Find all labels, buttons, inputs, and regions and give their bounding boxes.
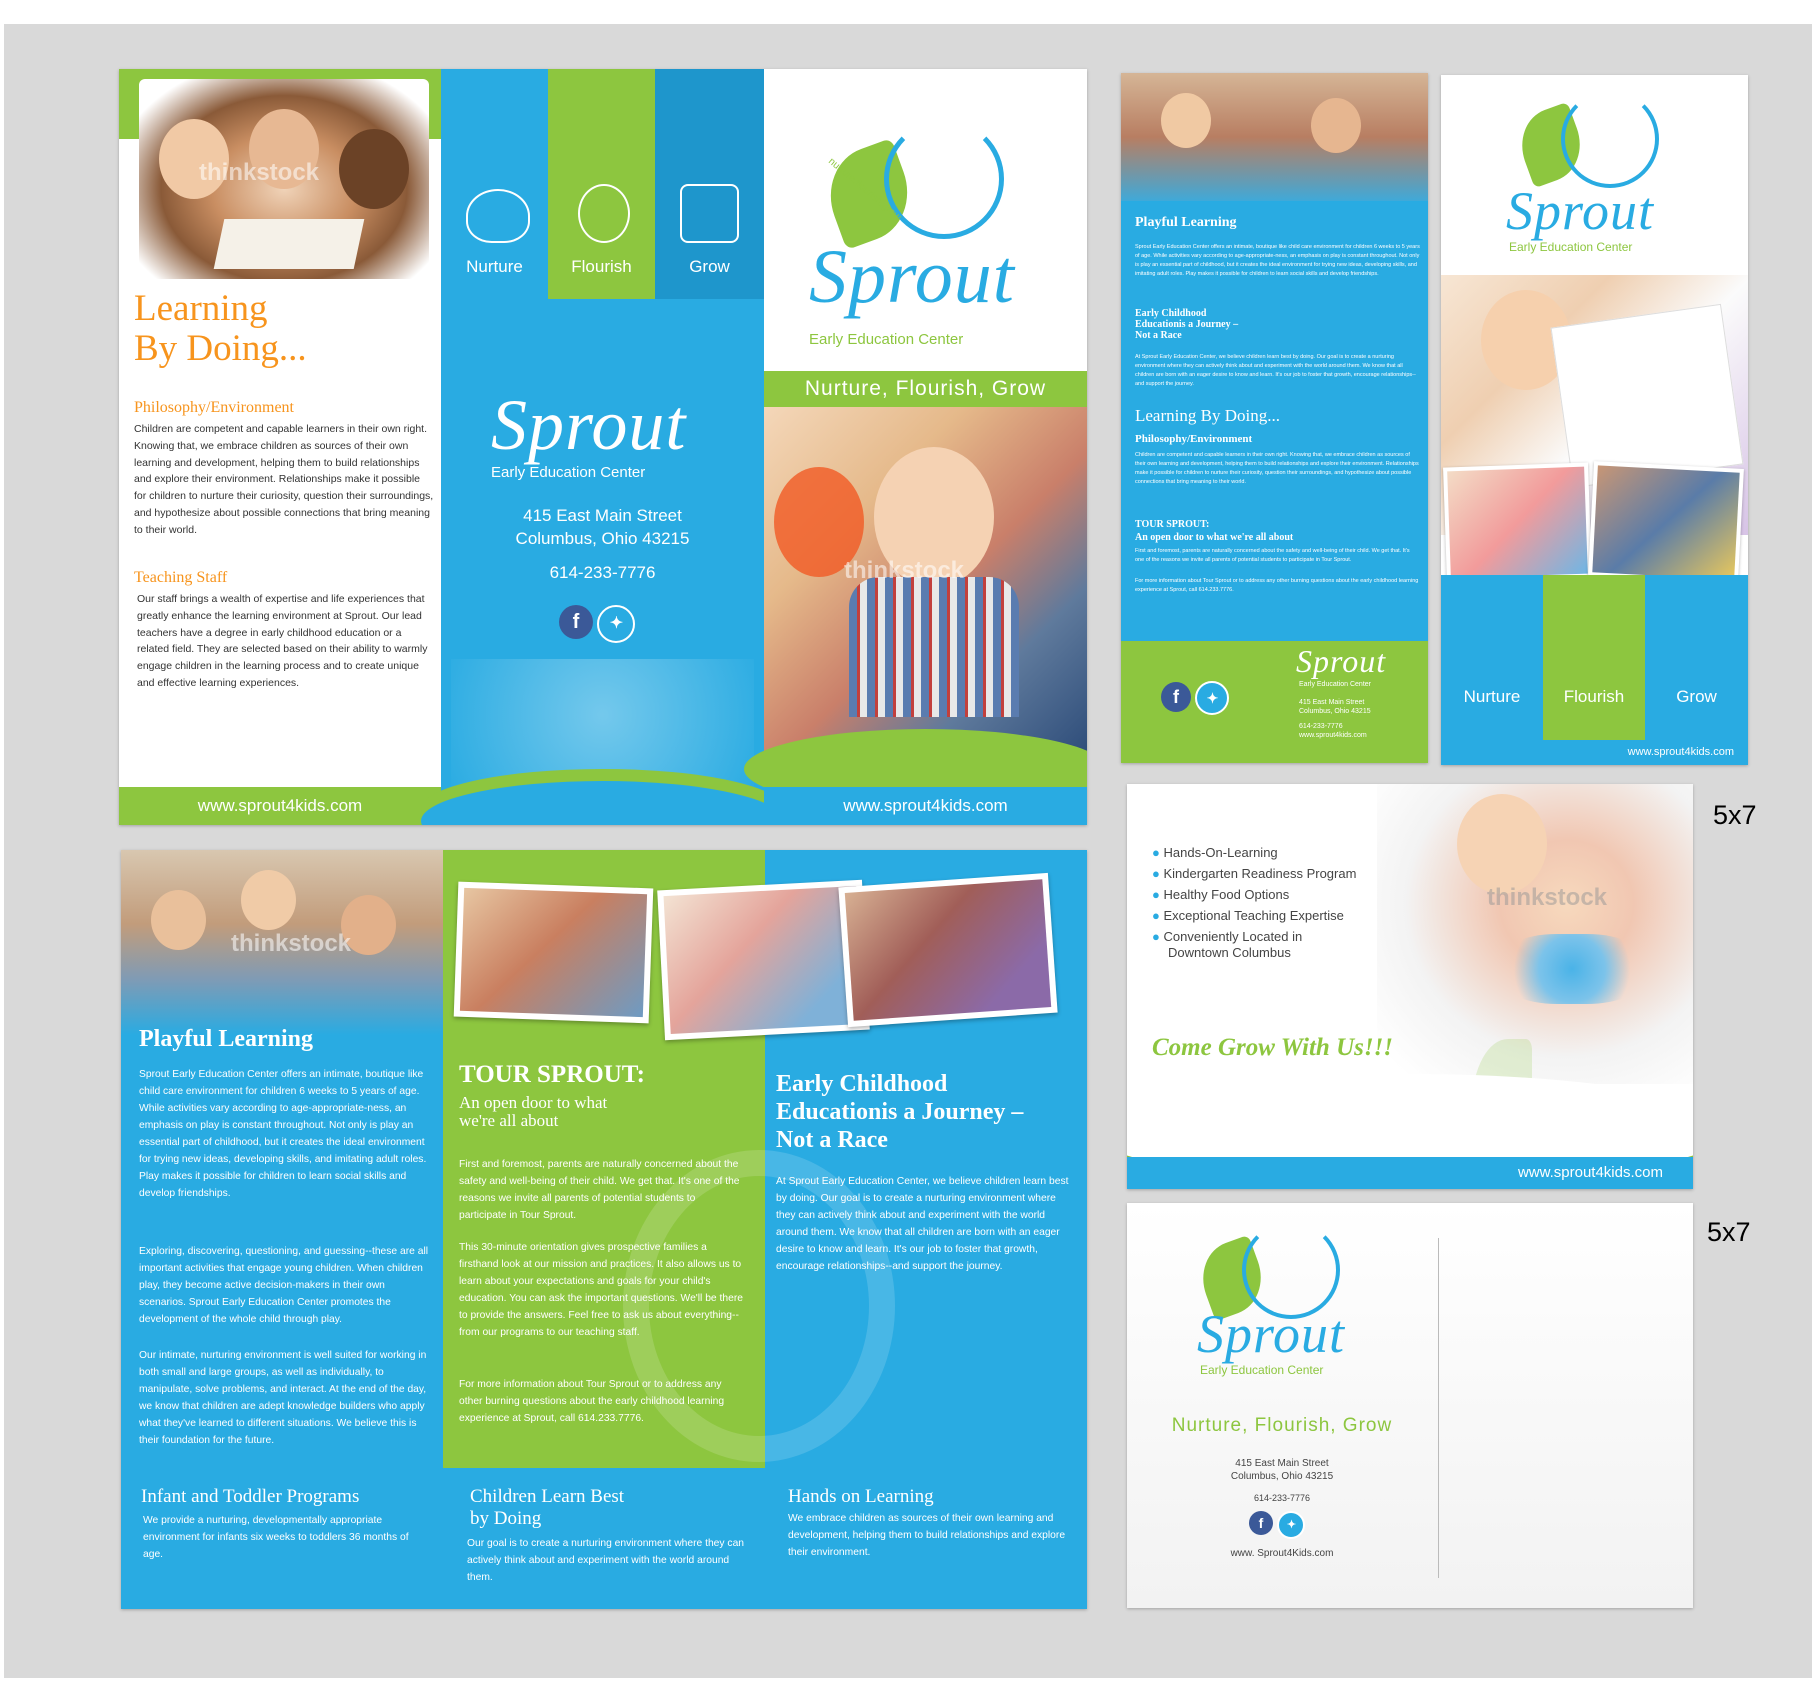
flyer-back-pillar-nurture — [1441, 575, 1543, 745]
thinkstock-watermark: thinkstock — [1487, 884, 1608, 911]
flyer-social — [1161, 681, 1229, 715]
back-address — [1127, 1457, 1437, 1483]
cover-tagline-bar — [764, 371, 1087, 407]
address-line-2: Columbus, Ohio 43215 — [515, 529, 690, 548]
classroom-photo — [121, 850, 443, 1035]
pillar-label-flourish: Flourish — [571, 257, 632, 276]
flyer-phone[interactable]: 614-233-7776 — [1299, 723, 1343, 730]
girl-playdough-photo — [1377, 784, 1693, 1084]
flyer-back-website[interactable]: www.sprout4kids.com — [1627, 746, 1734, 758]
flyer-journey-body: At Sprout Early Education Center, we believe children learn best by doing. Our goal is to create a nurturing environment where they can actively think about and experiment with the world around them. We know that all children are born with an eager desire to know and learn. It's our job to foster that growth, encourage relationships--and support the journey. — [1135, 354, 1416, 387]
postcard-slogan: Come Grow With Us!!! — [1152, 1034, 1394, 1061]
flyer-tour-body-2: For more information about Tour Sprout or to address any other burning questions about the early childhood learning experience at Sprout, call 614.233.7776. — [1135, 578, 1419, 593]
pillar-label-nurture: Nurture — [466, 257, 523, 276]
flyer-journey-line-2: Educationis a Journey – — [1135, 319, 1239, 330]
back-address-line-1: 415 East Main Street — [1235, 1458, 1329, 1469]
postcard-front — [1127, 784, 1693, 1189]
thinkstock-watermark: thinkstock — [231, 930, 352, 957]
cover-logo-subtitle: Early Education Center — [809, 331, 964, 348]
headline-line-2: By Doing... — [134, 328, 307, 369]
playful-heading: Playful Learning — [139, 1026, 314, 1052]
journey-heading-line-3: Not a Race — [776, 1127, 888, 1153]
children-reading-photo — [139, 79, 429, 279]
tour-body-3: For more information about Tour Sprout or to address any other burning questions about the early childhood learning experience at Sprout, call 614.233.7776. — [459, 1379, 725, 1424]
flyer-philosophy-heading: Philosophy/Environment — [1135, 433, 1253, 445]
flyer-back-label-nurture: Nurture — [1463, 687, 1521, 706]
flyer-back-logo-word: Sprout — [1506, 181, 1655, 241]
tour-sub — [459, 1094, 607, 1130]
postcard-website[interactable]: www.sprout4kids.com — [1517, 1164, 1663, 1181]
facebook-icon[interactable]: f — [1161, 682, 1191, 712]
drawing-paper — [1551, 304, 1744, 488]
baby-blocks-icon — [680, 184, 739, 243]
headline-line-1: Learning — [134, 288, 268, 329]
playdough-1-image — [1447, 467, 1588, 579]
flyer-address-2: Columbus, Ohio 43215 — [1299, 708, 1371, 715]
flyer-learning-heading: Learning By Doing... — [1135, 406, 1280, 425]
middle-logo-word: Sprout — [491, 385, 687, 465]
baby-sitting-icon — [578, 184, 630, 243]
twitter-icon[interactable]: ✦ — [597, 605, 635, 643]
flyer-journey-line-1: Early Childhood — [1135, 308, 1207, 319]
postcard-footer — [1127, 1157, 1693, 1189]
flyer-back-logo-subtitle: Early Education Center — [1509, 240, 1633, 254]
postcard-girl-face — [1457, 794, 1547, 894]
flyer-tour-body-1: First and foremost, parents are naturally concerned about the safety and well-being of their child. We get that. It's one of the reasons we invite all parents of potential students to participate in Tour Sprout. — [1135, 548, 1410, 563]
size-label-back: 5x7 — [1707, 1217, 1751, 1247]
flyer-back-pillar-flourish — [1543, 575, 1645, 745]
outside-left-footer — [119, 787, 441, 825]
child-head-1 — [151, 890, 206, 950]
facebook-icon[interactable]: f — [559, 605, 593, 639]
middle-address — [441, 504, 764, 550]
tour-sub-line-1: An open door to what — [459, 1093, 608, 1112]
polaroid-3-image — [845, 879, 1051, 1021]
infant-body: We provide a nurturing, developmentally appropriate environment for infants six weeks to toddlers 36 months of age. — [143, 1515, 409, 1560]
outside-cover-panel — [764, 69, 1087, 825]
flyer-photo-head-2 — [1311, 98, 1361, 153]
infant-heading: Infant and Toddler Programs — [141, 1486, 360, 1507]
best-heading-line-1: Children Learn Best — [470, 1486, 625, 1507]
flyer-logo-word: Sprout — [1296, 643, 1387, 679]
baby-crawling-icon — [466, 189, 530, 243]
bullet-item: ● Kindergarten Readiness Program — [1152, 866, 1357, 881]
polaroid-photo-3 — [838, 873, 1057, 1027]
hands-body: We embrace children as sources of their own learning and development, helping them to build relationships and explore their environment. — [788, 1513, 1066, 1558]
best-heading — [470, 1486, 624, 1530]
postcard-bullets — [1152, 842, 1356, 963]
outside-left-panel — [119, 69, 441, 825]
polaroid-photo-2 — [657, 880, 870, 1041]
best-body: Our goal is to create a nurturing environment where they can actively think about and experiment with the world around them. — [467, 1538, 745, 1583]
flyer-address-1: 415 East Main Street — [1299, 699, 1365, 706]
flyer-front — [1121, 73, 1428, 763]
playful-body-1: Sprout Early Education Center offers an intimate, boutique like child care environment for children 6 weeks to 5 years of age. While activities vary according to age-appropriate-ness, an emphasis on play is constant throughout. Not only is play an essential part of childhood, but it creates the ideal environment for trying new ideas, developing skills, and imitating adult roles. Play makes it possible for children to learn social skills and develop friendships. — [139, 1069, 427, 1199]
postcard-back — [1127, 1203, 1693, 1608]
best-heading-line-2: by Doing — [470, 1508, 542, 1529]
flyer-back-footer — [1441, 740, 1748, 765]
flyer-tour-sub: An open door to what we're all about — [1135, 532, 1294, 543]
playdough-photo-1 — [1443, 463, 1592, 583]
playdough-2-image — [1592, 465, 1739, 579]
cover-footer — [764, 787, 1087, 825]
journey-heading-line-2: Educationis a Journey – — [776, 1099, 1024, 1125]
polaroid-1-image — [460, 888, 647, 1017]
flyer-back-label-flourish: Flourish — [1563, 687, 1625, 706]
flyer-back-face — [1561, 90, 1659, 188]
tour-body-2: This 30-minute orientation gives prospective families a firsthand look at our mission and practices. It also allows us to learn about your expectations and goals for your child's education. You can ask the important questions. We'll be there to provide the answers. Feel free to ask us about everything--from our programs to our teaching staff. — [459, 1242, 743, 1338]
back-website[interactable]: www. Sprout4Kids.com — [1230, 1548, 1334, 1559]
cover-logo-word: Sprout — [809, 235, 1015, 319]
philosophy-heading: Philosophy/Environment — [134, 399, 294, 416]
thinkstock-watermark: thinkstock — [199, 159, 320, 186]
back-logo-word: Sprout — [1197, 1304, 1346, 1364]
middle-logo-subtitle: Early Education Center — [491, 464, 646, 481]
back-logo-subtitle: Early Education Center — [1200, 1363, 1324, 1377]
facebook-icon[interactable]: f — [1249, 1511, 1273, 1535]
philosophy-body: Children are competent and capable learners in their own right. Knowing that, we embrace children as sources of their own learning and development, helping them to build relationships and explore their environment. Relationships make it possible for children to nurture their curiosity, question their surroundings, and hypothesize about possible connections that bring meaning to their world. — [134, 423, 434, 536]
bullet-item: ● Hands-On-Learning — [1152, 845, 1278, 860]
cover-logo-face — [884, 119, 1004, 239]
tour-sub-line-2: we're all about — [459, 1111, 559, 1130]
bullet-item: ● Exceptional Teaching Expertise — [1152, 908, 1344, 923]
cover-tagline: Nurture, Flourish, Grow — [804, 377, 1047, 400]
twitter-icon[interactable]: ✦ — [1195, 681, 1229, 715]
outside-middle-panel — [441, 69, 764, 825]
playful-body-2: Exploring, discovering, questioning, and guessing--these are all important activities that engage young children. When children play, they become active decision-makers in their own scenarios. Sprout Early Education Center promotes the development of the whole child through play. — [139, 1246, 429, 1325]
journey-body: At Sprout Early Education Center, we believe children learn best by doing. Our goal is to create a nurturing environment where they can actively think about and experiment with the world around them. We know that all children are born with an eager desire to know and learn. It's our job to foster that growth, encourage relationships--and support the journey. — [776, 1176, 1069, 1272]
flyer-website[interactable]: www.sprout4kids.com — [1299, 732, 1367, 739]
address-line-1: 415 East Main Street — [523, 506, 682, 525]
hands-heading: Hands on Learning — [788, 1486, 934, 1507]
toddler-shirt — [849, 577, 1019, 717]
toddler-photo — [764, 407, 1087, 754]
flyer-back-pillar-grow — [1645, 575, 1748, 745]
middle-social — [559, 605, 635, 643]
playful-body-3: Our intimate, nurturing environment is well suited for working in both small and large groups, as well as individually, to manipulate, solve problems, and interact. At the end of the day, we know that children are adept knowledge builders who apply what they've learned to different situations. We believe this is their foundation for the future. — [139, 1350, 427, 1446]
flyer-photo-head-1 — [1161, 93, 1211, 148]
outside-headline — [134, 289, 307, 369]
website-link[interactable]: www.sprout4kids.com — [197, 796, 363, 815]
brochure-inside — [121, 850, 1087, 1609]
cover-logo-arc-text: nurture.flourish.grow — [826, 155, 904, 224]
child-face-3 — [339, 129, 409, 209]
thinkstock-watermark: thinkstock — [844, 557, 965, 584]
staff-body: Our staff brings a wealth of expertise and life experiences that greatly enhance the learning environment at Sprout. Our lead teachers have a degree in early childhood education or a related field. They are selected based on their ability to warmly engage children in the learning process and to create unique and effective learning experiences. — [137, 593, 428, 689]
pillar-flourish — [548, 69, 655, 299]
twitter-icon[interactable]: ✦ — [1277, 1511, 1305, 1539]
back-tagline: Nurture, Flourish, Grow — [1171, 1415, 1393, 1436]
polaroid-photo-1 — [454, 882, 654, 1024]
back-divider — [1438, 1238, 1439, 1578]
staff-heading: Teaching Staff — [134, 569, 228, 586]
bullet-item: ● Healthy Food Options — [1152, 887, 1290, 902]
flyer-playful-heading: Playful Learning — [1135, 215, 1237, 230]
flyer-green-footer — [1121, 641, 1428, 763]
flyer-journey-heading — [1135, 308, 1238, 341]
back-address-line-2: Columbus, Ohio 43215 — [1230, 1471, 1334, 1482]
bullet-item-continued: Downtown Columbus — [1168, 945, 1291, 960]
back-social — [1249, 1511, 1305, 1539]
journey-heading-line-1: Early Childhood — [776, 1071, 948, 1097]
flyer-philosophy-body: Children are competent and capable learners in their own right. Knowing that, we embrace children as sources of their own learning and development, helping them to build relationships and explore their environment. Relationships make it possible for children to nurture their curiosity, question their surroundings, and hypothesize about possible connections that bring meaning to their world. — [1135, 452, 1419, 485]
flyer-top-photo — [1121, 73, 1428, 201]
pillar-grow — [655, 69, 764, 299]
child-head-2 — [241, 870, 296, 930]
tour-heading: TOUR SPROUT: — [459, 1061, 645, 1088]
cover-website[interactable]: www.sprout4kids.com — [843, 796, 1008, 815]
playdough-photo-2 — [1588, 461, 1744, 584]
flyer-tour-heading: TOUR SPROUT: — [1135, 519, 1210, 530]
flyer-back-label-grow: Grow — [1676, 687, 1717, 706]
pillar-label-grow: Grow — [689, 257, 730, 276]
size-label-front: 5x7 — [1713, 800, 1757, 830]
flyer-playful-body: Sprout Early Education Center offers an intimate, boutique like child care environment for children 6 weeks to 5 years of age. While activities vary according to age-appropriate-ness, an emphasis on play is constant throughout. Not only is play an essential part of childhood, but it creates the ideal environment for trying new ideas, developing skills, and imitating adult roles. Play makes it possible for children to learn social skills and develop friendships. — [1135, 244, 1420, 277]
polaroid-2-image — [664, 886, 864, 1034]
postcard-playdough — [1497, 934, 1647, 1004]
flyer-journey-line-3: Not a Race — [1135, 330, 1182, 341]
pillar-nurture — [441, 69, 548, 299]
journey-heading — [776, 1070, 1023, 1154]
flyer-logo-subtitle: Early Education Center — [1299, 681, 1371, 688]
bullet-item: ● Conveniently Located in — [1152, 929, 1303, 944]
book-shape — [214, 219, 365, 269]
back-phone[interactable]: 614-233-7776 — [1253, 1493, 1311, 1503]
tour-body-1: First and foremost, parents are naturally concerned about the safety and well-being of their child. We get that. It's one of the reasons we invite all parents of potential students to participate in Tour Sprout. — [459, 1159, 740, 1221]
middle-phone[interactable]: 614-233-7776 — [549, 563, 656, 582]
flyer-back — [1441, 75, 1748, 765]
brochure-outside — [119, 69, 1087, 825]
